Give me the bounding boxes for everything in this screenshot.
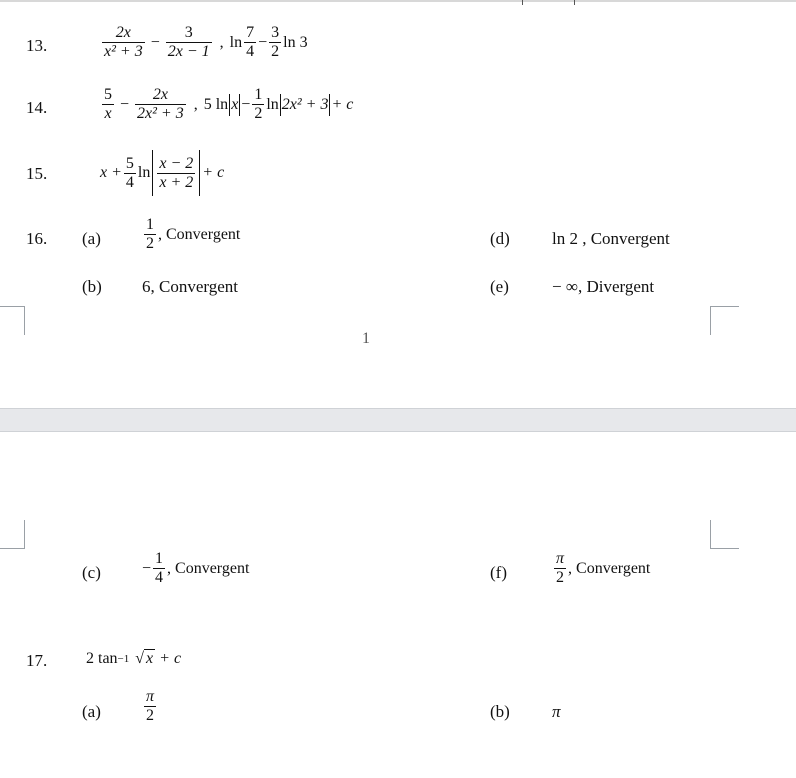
- ruler-tick: [574, 0, 575, 5]
- ruler-tick: [522, 0, 523, 5]
- page-2-top: [0, 432, 796, 778]
- page-break-gap: [0, 408, 796, 432]
- page-top-border: [0, 0, 796, 2]
- problem-16e-answer: − ∞, Divergent: [552, 277, 655, 296]
- problem-16c-answer: − $\frac{1}{4}$ , Convergent: [142, 550, 250, 586]
- problem-16a-label: (a): [82, 229, 101, 248]
- page-number: 1: [362, 330, 370, 347]
- problem-17b-label: (b): [490, 702, 510, 721]
- problem-17-number: 17.: [26, 651, 48, 670]
- problem-16d-label: (d): [490, 229, 510, 248]
- problem-16f-label: (f): [490, 563, 507, 582]
- problem-16f-answer: $\frac{\pi}{2}$ , Convergent: [556, 550, 651, 586]
- margin-corner-mark: [710, 520, 739, 549]
- problem-17a-label: (a): [82, 702, 101, 721]
- problem-16b-answer: 6, Convergent: [142, 277, 239, 296]
- margin-corner-mark: [710, 306, 739, 335]
- problem-14-expression: $\frac{5}{x}$ − $\frac{2x}{\text{2x² + 3}}$ , 5 ln x − $\frac{1}{2}$ ln 2x² + 3 + c: [104, 86, 354, 122]
- margin-corner-mark: [0, 520, 25, 549]
- problem-16a-answer: $\frac{1}{2}$ , Convergent: [146, 216, 241, 252]
- problem-14-number: 14.: [26, 98, 48, 117]
- problem-15-expression: x + $\frac{5}{4}$ ln $\frac{x - 2}{x + 2}$ + c: [100, 150, 224, 196]
- problem-17-expression: 2 tan −1 √ x + c: [86, 649, 182, 667]
- margin-corner-mark: [0, 306, 25, 335]
- problem-16d-answer: ln 2 , Convergent: [552, 229, 670, 248]
- problem-16e-label: (e): [490, 277, 509, 296]
- problem-17b-answer: π: [552, 702, 561, 721]
- problem-13-number: 13.: [26, 36, 48, 55]
- problem-15-number: 15.: [26, 164, 48, 183]
- problem-16-number: 16.: [26, 229, 48, 248]
- problem-16b-label: (b): [82, 277, 102, 296]
- problem-17a-answer: $\frac{\pi}{2}$: [146, 688, 155, 724]
- problem-13-expression: $\frac{2x}{\text{x² + 3}}$ − $\frac{3}{2x - 1}$ , ln $\frac{7}{4}$ − $\frac{3}{2}$ ln 3: [104, 24, 308, 60]
- problem-16c-label: (c): [82, 563, 101, 582]
